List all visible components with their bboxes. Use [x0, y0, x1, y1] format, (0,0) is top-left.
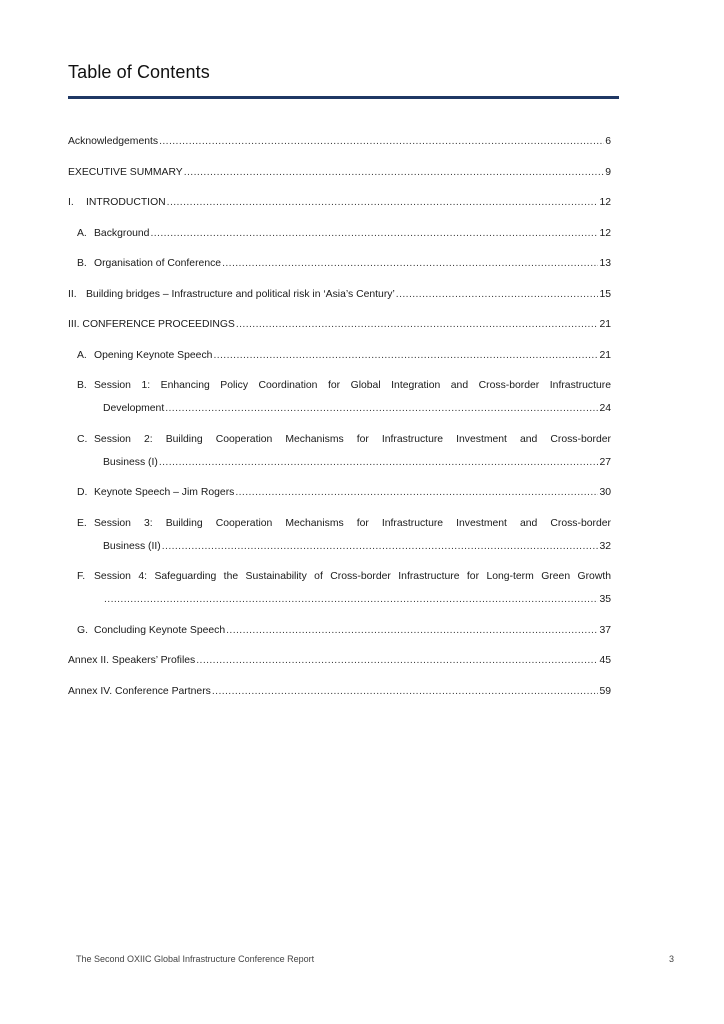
toc-entry-label: Acknowledgements — [68, 136, 159, 147]
toc-entry-label-continued: Development — [103, 403, 165, 414]
dot-leader — [213, 344, 598, 367]
dot-leader — [159, 451, 599, 474]
toc-entry-session-4[interactable] — [68, 565, 611, 611]
toc-entry-background[interactable] — [68, 222, 611, 245]
toc-entry-executive-summary[interactable] — [68, 161, 611, 184]
toc-page-number: 12 — [599, 227, 611, 239]
toc-entry-label-continued: Business (II) — [103, 540, 161, 552]
toc-entry-label: Annex IV. Conference Partners — [68, 685, 211, 697]
toc-page-number: 24 — [599, 403, 611, 414]
dot-leader — [396, 283, 599, 306]
toc-entry-number: I. — [68, 197, 74, 208]
toc-entry-label: Concluding Keynote Speech — [94, 624, 226, 636]
toc-page-number: 12 — [599, 197, 611, 208]
toc-entry-conference-proceedings[interactable] — [68, 313, 611, 336]
toc-page-number: 59 — [599, 685, 611, 697]
dot-leader — [236, 313, 599, 336]
dot-leader — [226, 619, 598, 642]
toc-entry-annex-iv[interactable] — [68, 680, 611, 703]
dot-leader — [184, 161, 605, 184]
dot-leader — [159, 130, 604, 153]
toc-entry-number: B. — [77, 380, 87, 391]
toc-entry-number: G. — [77, 624, 88, 636]
toc-entry-label: Session 4: Safeguarding the Sustainability of Cross-border Infrastructure for Long-term Green Growth — [94, 571, 611, 582]
toc-page-number: 30 — [599, 487, 611, 498]
dot-leader — [196, 649, 598, 672]
toc-entry-number: B. — [77, 258, 87, 269]
page-title: Table of Contents — [68, 62, 210, 82]
toc-entry-label: Annex II. Speakers’ Profiles — [68, 655, 196, 666]
toc-entry-session-1[interactable] — [68, 374, 611, 420]
toc-page-number: 21 — [599, 319, 611, 330]
toc-entry-number: F. — [77, 571, 86, 582]
toc-entry-label: Building bridges – Infrastructure and political risk in ‘Asia’s Century’ — [86, 288, 395, 300]
dot-leader — [150, 222, 598, 245]
toc-entry-label: Session 1: Enhancing Policy Coordination for Global Integration and Cross-border Infrastructure — [94, 380, 611, 391]
toc-entry-session-3[interactable] — [68, 512, 611, 558]
dot-leader — [162, 535, 599, 558]
toc-entry-label: Session 3: Building Cooperation Mechanisms for Infrastructure Investment and Cross-border — [94, 517, 611, 529]
toc-entry-number: C. — [77, 433, 88, 445]
toc-page-number: 27 — [599, 456, 611, 468]
toc-entry-annex-ii[interactable] — [68, 649, 611, 672]
toc-entry-concluding-keynote[interactable] — [68, 619, 611, 642]
toc-entry-label: Keynote Speech – Jim Rogers — [94, 487, 235, 498]
dot-leader — [167, 191, 599, 214]
toc-page-number: 6 — [605, 136, 611, 147]
toc-entry-label-continued: Business (I) — [103, 456, 158, 468]
toc-entry-number: A. — [77, 227, 87, 239]
toc-page-number: 35 — [599, 594, 611, 605]
footer-page-number: 3 — [668, 954, 674, 964]
toc-page-number: 21 — [599, 349, 611, 361]
toc-entry-number: E. — [77, 517, 87, 529]
toc-entry-number: II. — [68, 288, 77, 300]
toc-entry-label: EXECUTIVE SUMMARY — [68, 166, 183, 178]
dot-leader — [104, 588, 598, 611]
dot-leader — [235, 481, 598, 504]
toc-entry-label: INTRODUCTION — [86, 197, 166, 208]
toc-page-number: 37 — [599, 624, 611, 636]
toc-entry-label: Organisation of Conference — [94, 258, 222, 269]
toc-page-number: 9 — [605, 166, 611, 178]
toc-entry-acknowledgements[interactable] — [68, 130, 611, 153]
toc-entry-introduction[interactable] — [68, 191, 611, 214]
dot-leader — [222, 252, 598, 275]
toc-entry-label: Session 2: Building Cooperation Mechanisms for Infrastructure Investment and Cross-border — [94, 433, 611, 445]
toc-page-number: 45 — [599, 655, 611, 666]
toc-entry-session-2[interactable] — [68, 428, 611, 474]
toc-entry-opening-keynote[interactable] — [68, 344, 611, 367]
toc-entry-organisation[interactable] — [68, 252, 611, 275]
toc-page-number: 32 — [599, 540, 611, 552]
toc-entry-label: Opening Keynote Speech — [94, 349, 213, 361]
table-of-contents — [68, 130, 611, 710]
footer-report-title: The Second OXIIC Global Infrastructure Conference Report — [76, 954, 315, 964]
toc-page-number: 13 — [599, 258, 611, 269]
toc-entry-number: A. — [77, 349, 87, 361]
title-rule — [68, 96, 619, 99]
toc-entry-keynote-jim-rogers[interactable] — [68, 481, 611, 504]
toc-entry-building-bridges[interactable] — [68, 283, 611, 306]
toc-entry-label: Background — [94, 227, 150, 239]
dot-leader — [212, 680, 599, 703]
toc-entry-number: D. — [77, 487, 88, 498]
dot-leader — [165, 397, 598, 420]
toc-page-number: 15 — [599, 288, 611, 300]
toc-entry-label: III. CONFERENCE PROCEEDINGS — [68, 319, 235, 330]
